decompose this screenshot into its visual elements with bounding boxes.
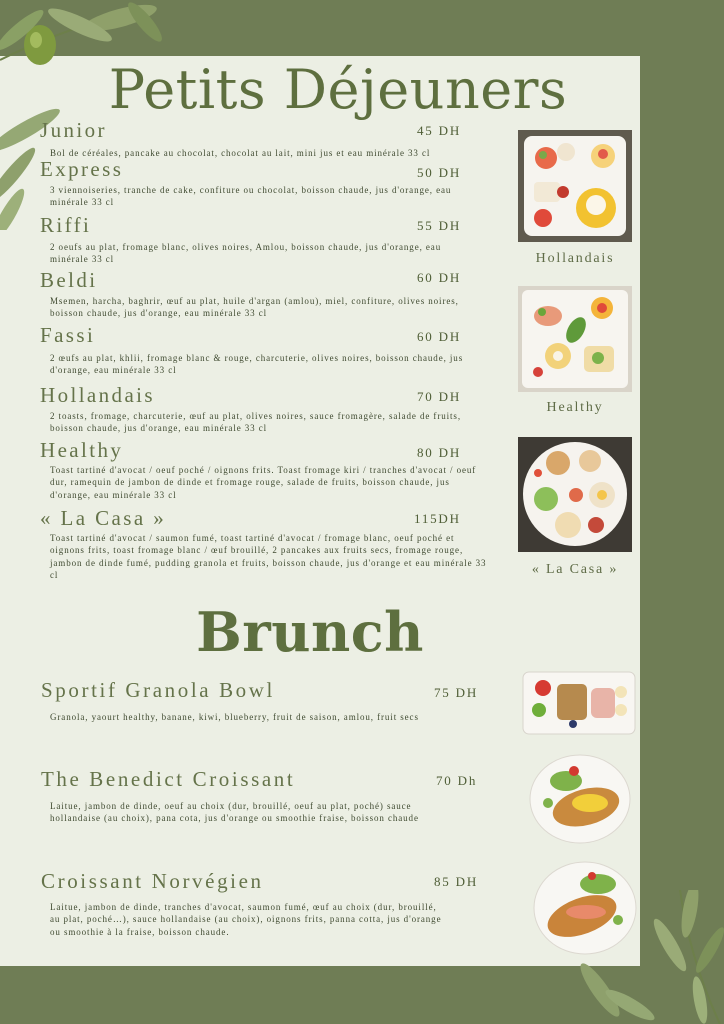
item-desc-granola: Granola, yaourt healthy, banane, kiwi, blueberry, fruit de saison, amlou, fruit secs [50, 712, 419, 722]
item-name-benedict: The Benedict Croissant [41, 767, 296, 791]
photo-granola-bowl [521, 670, 637, 736]
item-name-healthy: Healthy [40, 438, 124, 462]
item-price-benedict: 70 Dh [436, 773, 478, 788]
item-desc-healthy: Toast tartiné d'avocat / oeuf poché / oignons frits. Toast fromage kiri / tranches d'avocat / oeuf dur, ramequin de jambon de dinde et fromage rouge, salade de fruits, boisson chaude, jus d'orange, eau minérale 33 cl [50, 465, 477, 500]
item-desc-junior: Bol de céréales, pancake au chocolat, chocolat au lait, mini jus et eau minérale 33 cl [50, 148, 431, 158]
item-price-hollandais: 70 DH [417, 389, 462, 404]
item-price-riffi: 55 DH [417, 218, 462, 233]
photo-hollandais [518, 130, 632, 242]
item-price-healthy: 80 DH [417, 445, 462, 460]
item-name-hollandais: Hollandais [40, 383, 155, 407]
item-desc-hollandais: 2 toasts, fromage, charcuterie, œuf au plat, olives noires, sauce fromagère, salade de fruits, boisson chaude, jus d'orange, eau minérale 33 cl [50, 411, 461, 434]
photo-caption-hollandais: Hollandais [535, 251, 615, 266]
item-name-beldi: Beldi [40, 268, 98, 292]
item-name-junior: Junior [40, 118, 107, 142]
photo-benedict-croissant [528, 753, 632, 845]
item-desc-la-casa: Toast tartiné d'avocat / saumon fumé, toast tartiné d'avocat / fromage blanc, oeuf poché et oignons frits, toast fromage blanc / œuf brouillé, 2 pancakes aux fruits secs, fromage rouge, jambon de dinde fumé, pudding granola et fruits, boisson chaude, jus d'orange et eau minérale 33 cl [50, 533, 487, 580]
item-name-riffi: Riffi [40, 213, 92, 237]
item-price-fassi: 60 DH [417, 329, 462, 344]
item-name-norvegien: Croissant Norvégien [41, 869, 264, 893]
item-price-la-casa: 115DH [414, 511, 461, 526]
item-desc-fassi: 2 œufs au plat, khlii, fromage blanc & rouge, charcuterie, olives noires, boisson chaude, jus d'orange, eau minérale 33 cl [50, 353, 464, 376]
item-name-fassi: Fassi [40, 323, 96, 347]
item-price-express: 50 DH [417, 165, 462, 180]
item-name-granola: Sportif Granola Bowl [41, 678, 275, 702]
item-name-express: Express [40, 157, 124, 181]
photo-healthy [518, 286, 632, 392]
photo-croissant-norvegien [532, 860, 638, 956]
photo-la-casa [518, 437, 632, 552]
photo-caption-la-casa: « La Casa » [531, 562, 619, 577]
item-name-la-casa: « La Casa » [40, 506, 167, 530]
brunch-title: Brunch [196, 600, 424, 664]
item-desc-express: 3 viennoiseries, tranche de cake, confiture ou chocolat, boisson chaude, jus d'orange, eau minérale 33 cl [50, 185, 452, 208]
photo-caption-healthy: Healthy [546, 400, 604, 415]
breakfast-title: Petits Déjeuners [108, 58, 568, 121]
item-price-norvegien: 85 DH [434, 874, 479, 889]
item-price-junior: 45 DH [417, 123, 462, 138]
item-desc-riffi: 2 oeufs au plat, fromage blanc, olives noires, Amlou, boisson chaude, jus d'orange, eau minérale 33 cl [50, 242, 442, 265]
item-price-granola: 75 DH [434, 685, 479, 700]
item-desc-benedict: Laitue, jambon de dinde, oeuf au choix (dur, brouillé, oeuf au plat, poché) sauce hollandaise (au choix), pana cota, jus d'orange ou smoothie fraise, boisson chaude [50, 801, 419, 824]
item-desc-norvegien: Laitue, jambon de dinde, tranches d'avocat, saumon fumé, œuf au choix (dur, brouillé, au plat, poché…), sauce hollandaise (au choix), oignons frits, panna cotta, jus d'orange ou smoothie à la fraise, boisson chaude. [50, 902, 442, 937]
item-desc-beldi: Msemen, harcha, baghrir, œuf au plat, huile d'argan (amlou), miel, confiture, olives noires, boisson chaude, jus d'orange, eau minérale 33 cl [50, 296, 459, 319]
item-price-beldi: 60 DH [417, 270, 462, 285]
